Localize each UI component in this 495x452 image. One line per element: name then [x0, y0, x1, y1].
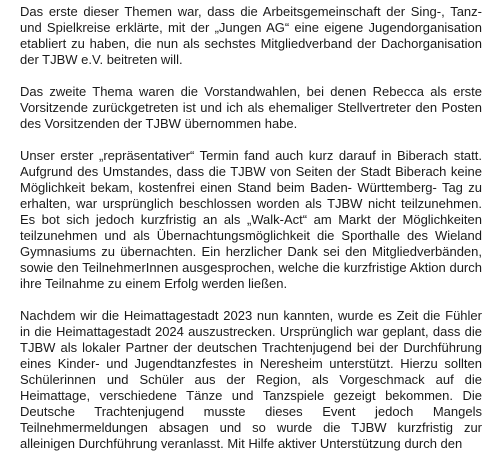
document-page	[20, 4, 482, 452]
paragraph-vorstandwahlen: Das zweite Thema waren die Vorstandwahlen, bei denen Rebecca als erste Vorsitzende zurückgetreten ist und ich als ehemaliger Stellvertreter den Posten des Vorsitzenden der TJBW übernommen habe.	[20, 84, 482, 131]
paragraph-arbeitsgemeinschaft: Das erste dieser Themen war, dass die Arbeitsgemeinschaft der Sing-, Tanz- und Spielkreise erklärte, mit der „Jungen AG“ eine eigene Jugendorganisation etabliert zu haben, die nun als sechstes Mitgliedverband der Dachorganisation der TJBW e.V. beitreten will.	[20, 4, 482, 67]
paragraph-biberach: Unser erster „repräsentativer“ Termin fand auch kurz darauf in Biberach statt. Aufgrund des Umstandes, dass die TJBW von Seiten der Stadt Biberach keine Möglichkeit bekam, kostenfrei einen Stand beim Baden- Württemberg- Tag zu erhalten, war ursprünglich beschlossen worden als TJBW nicht teilzunehmen. Es bot sich jedoch kurzfristig an als „Walk-Act“ am Markt der Möglichkeiten teilzunehmen und als Übernachtungsmöglichkeit die Sporthalle des Wieland Gymnasiums zu übernachten. Ein herzlicher Dank sei den Mitgliedverbänden, sowie den TeilnehmerInnen ausgesprochen, welche die kurzfristige Aktion durch ihre Teilnahme zu einem Erfolg werden ließen.	[20, 148, 482, 291]
paragraph-heimattagestadt: Nachdem wir die Heimattagestadt 2023 nun kannten, wurde es Zeit die Fühler in die Heimattagestadt 2024 auszustrecken. Ursprünglich war geplant, dass die TJBW als lokaler Partner der deutschen Trachtenjugend bei der Durchführung eines Kinder- und Jugendtanzfestes in Neresheim unterstützt. Hierzu sollten Schülerinnen und Schüler aus der Region, als Vorgeschmack auf die Heimattage, verschiedene Tänze und Tanzspiele gezeigt bekommen. Die Deutsche Trachtenjugend musste dieses Event jedoch Mangels Teilnehmermeldungen absagen und so wurde die TJBW kurzfristig zur alleinigen Durchführung veranlasst. Mit Hilfe aktiver Unterstützung durch den	[20, 308, 482, 451]
